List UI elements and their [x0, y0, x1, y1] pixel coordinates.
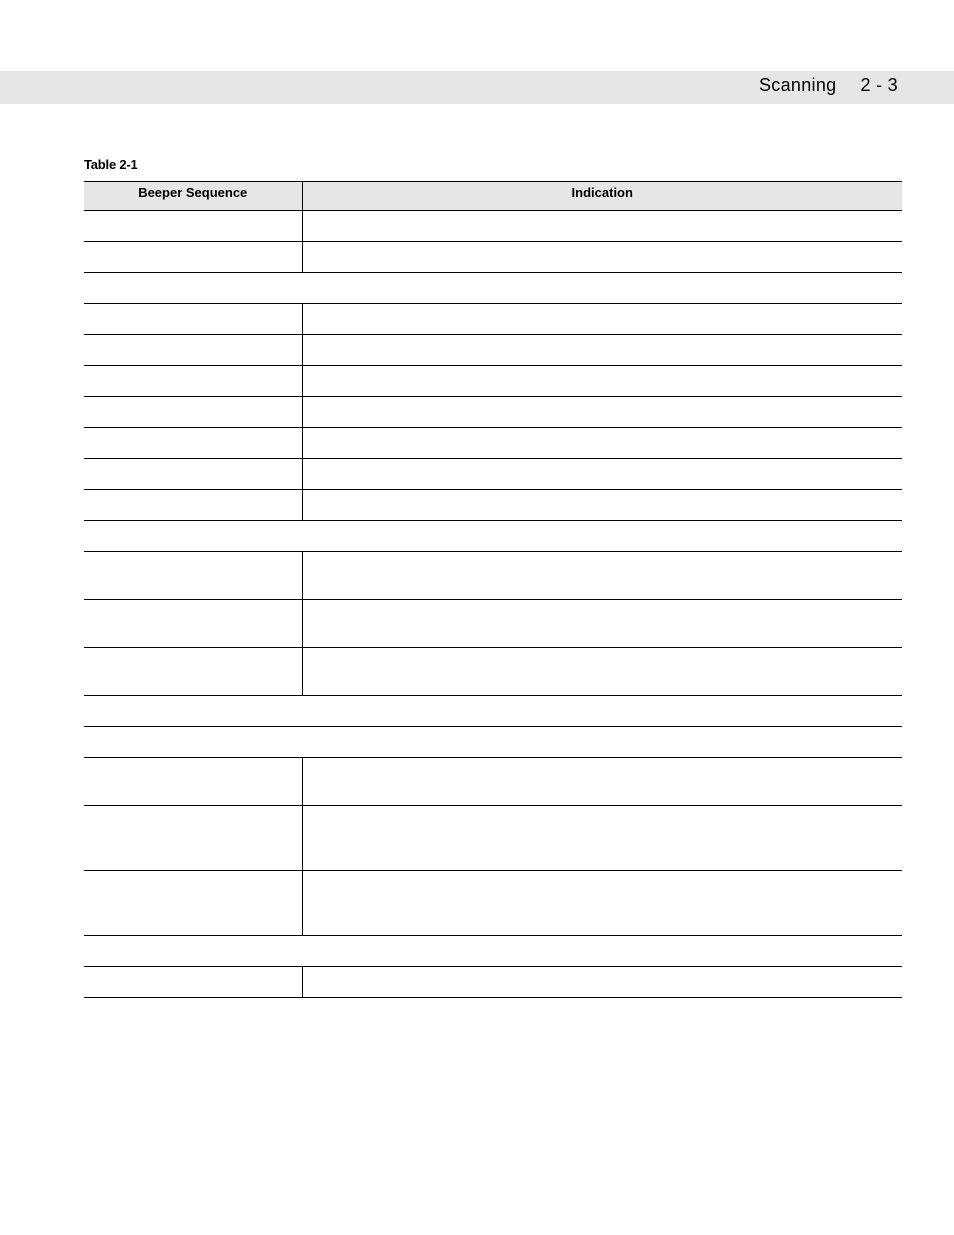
- indication-cell: [302, 600, 902, 648]
- beeper-sequence-cell: [84, 335, 302, 366]
- indication-cell: [302, 397, 902, 428]
- beeper-sequence-cell: [84, 459, 302, 490]
- beeper-sequence-cell: [84, 428, 302, 459]
- table-row: [84, 242, 902, 273]
- table-row: [84, 397, 902, 428]
- indication-cell: [302, 304, 902, 335]
- section-heading-cell: [84, 727, 902, 758]
- beeper-sequence-cell: [84, 366, 302, 397]
- table-row: [84, 211, 902, 242]
- column-header-indication: Indication: [302, 182, 902, 211]
- indication-cell: [302, 490, 902, 521]
- running-header: [759, 75, 898, 96]
- beeper-sequence-cell: [84, 648, 302, 696]
- indication-cell: [302, 967, 902, 998]
- table-row: [84, 366, 902, 397]
- section-heading-cell: [84, 273, 902, 304]
- table-row: [84, 459, 902, 490]
- beeper-sequence-cell: [84, 397, 302, 428]
- indication-cell: [302, 806, 902, 871]
- indication-cell: [302, 366, 902, 397]
- table-section-row: [84, 936, 902, 967]
- header-page-number: 2 - 3: [860, 75, 898, 95]
- table-row: [84, 600, 902, 648]
- table-row: [84, 648, 902, 696]
- beeper-sequence-cell: [84, 304, 302, 335]
- indication-cell: [302, 459, 902, 490]
- indication-cell: [302, 242, 902, 273]
- table-row: [84, 428, 902, 459]
- table-section-row: [84, 273, 902, 304]
- beeper-indication-table: [84, 181, 902, 998]
- table-row: [84, 967, 902, 998]
- indication-cell: [302, 211, 902, 242]
- indication-cell: [302, 335, 902, 366]
- table-row: [84, 871, 902, 936]
- beeper-sequence-cell: [84, 211, 302, 242]
- beeper-sequence-cell: [84, 806, 302, 871]
- beeper-sequence-cell: [84, 871, 302, 936]
- table-row: [84, 806, 902, 871]
- header-section-title: Scanning: [759, 75, 837, 95]
- indication-cell: [302, 428, 902, 459]
- beeper-sequence-cell: [84, 967, 302, 998]
- beeper-sequence-cell: [84, 552, 302, 600]
- beeper-sequence-cell: [84, 242, 302, 273]
- table-row: [84, 304, 902, 335]
- table-row: [84, 335, 902, 366]
- indication-cell: [302, 871, 902, 936]
- table-section-row: [84, 727, 902, 758]
- table-row: [84, 552, 902, 600]
- table-row: [84, 758, 902, 806]
- indication-cell: [302, 552, 902, 600]
- table-section-row: [84, 521, 902, 552]
- beeper-sequence-cell: [84, 600, 302, 648]
- section-heading-cell: [84, 696, 902, 727]
- indication-cell: [302, 758, 902, 806]
- beeper-sequence-cell: [84, 758, 302, 806]
- table-header-row: [84, 182, 902, 211]
- indication-cell: [302, 648, 902, 696]
- column-header-beeper-sequence: Beeper Sequence: [84, 182, 302, 211]
- table-row: [84, 490, 902, 521]
- section-heading-cell: [84, 521, 902, 552]
- section-heading-cell: [84, 936, 902, 967]
- table-section-row: [84, 696, 902, 727]
- beeper-sequence-cell: [84, 490, 302, 521]
- table-caption: Table 2-1: [84, 157, 138, 172]
